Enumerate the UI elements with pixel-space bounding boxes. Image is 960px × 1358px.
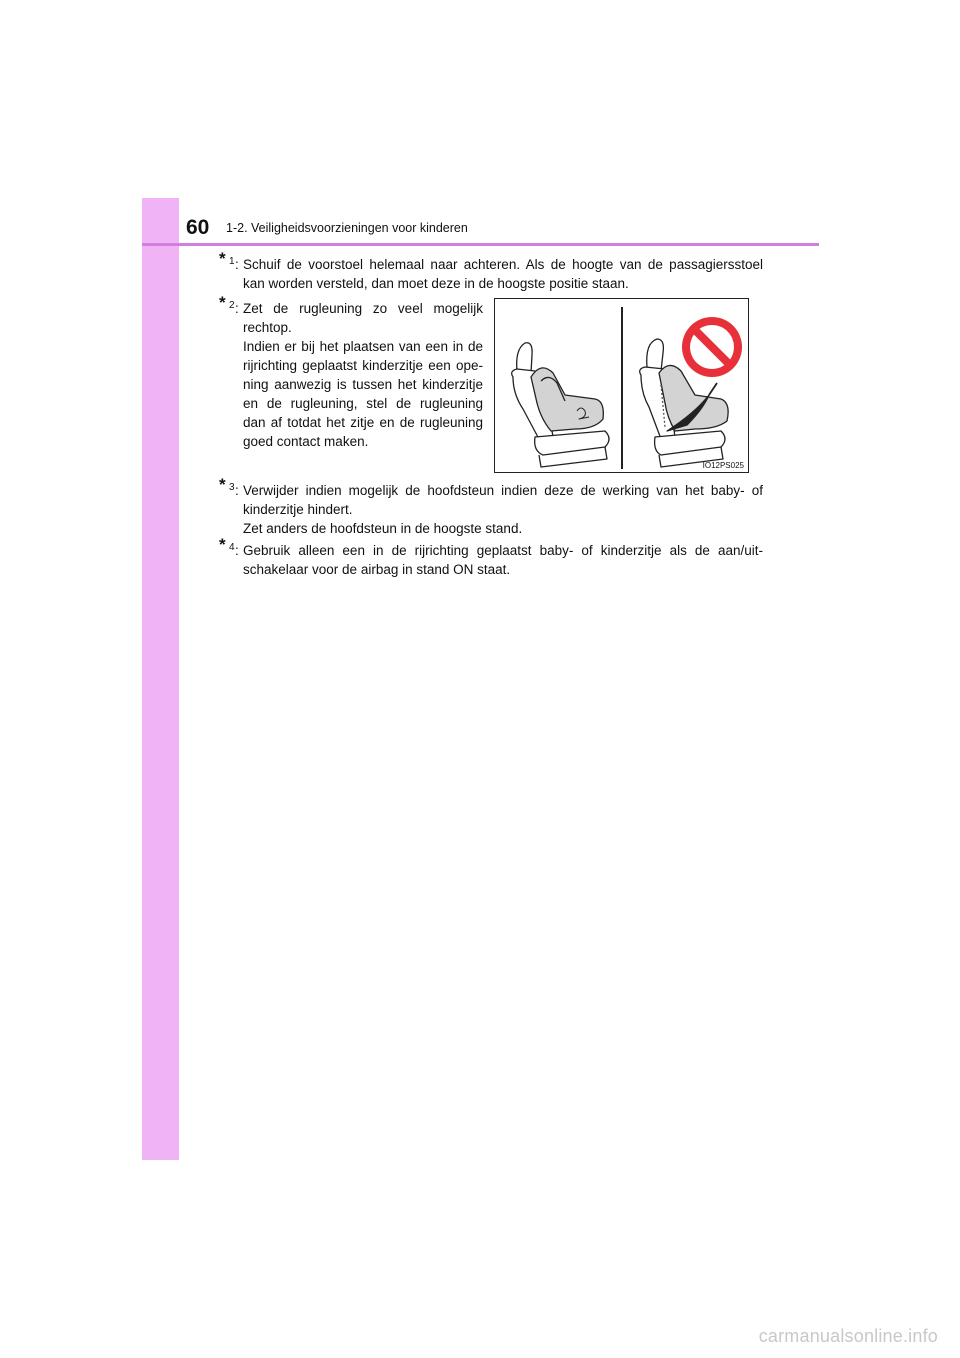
footnote-text xyxy=(243,255,763,293)
page-number: 60 xyxy=(186,216,210,239)
footnote-index: 3 xyxy=(229,482,235,493)
footnote-marker: * xyxy=(219,535,226,554)
prohibition-sign xyxy=(682,317,742,377)
text-line: goed contact maken. xyxy=(243,434,369,449)
text-line: schakelaar voor de airbag in stand ON staat. xyxy=(243,562,511,577)
footnote-marker: * xyxy=(219,249,226,268)
text-line: Verwijder indien mogelijk de hoofdsteun indien deze de werking van het baby- of xyxy=(243,483,763,498)
child-seat-illustration xyxy=(494,298,749,473)
text-line: rijrichting geplaatst kinderzitje een ope- xyxy=(243,358,483,373)
footnote-index: 4 xyxy=(229,542,235,553)
text-line: rechtop. xyxy=(243,320,292,335)
text-line: kinderzitje hindert. xyxy=(243,502,353,517)
text-line: Gebruik alleen een in de rijrichting geplaatst baby- of kinderzitje als de aan/uit- xyxy=(243,543,763,558)
text-line: ning aanwezig is tussen het kinderzitje xyxy=(243,377,483,392)
footnote-index: 2 xyxy=(229,300,235,311)
text-line: dan af totdat het zitje en de rugleuning xyxy=(243,415,483,430)
footnote-text xyxy=(243,299,483,451)
footnote-index: 1 xyxy=(229,256,235,267)
correct-seat-position xyxy=(512,343,609,467)
text-line: kan worden versteld, dan moet deze in de hoogste positie staan. xyxy=(243,276,629,291)
text-line: Schuif de voorstoel helemaal naar achteren. Als de hoogte van de passagiersstoel xyxy=(243,257,763,272)
footnote-text xyxy=(243,481,763,538)
section-title: 1-2. Veiligheidsvoorzieningen voor kinderen xyxy=(226,221,468,235)
section-tab-bar xyxy=(142,198,179,1160)
footnote-text xyxy=(243,541,763,579)
text-line: en de rugleuning, stel de rugleuning xyxy=(243,396,483,411)
footnote-marker: * xyxy=(219,475,226,494)
text-line: Zet anders de hoofdsteun in de hoogste stand. xyxy=(243,521,523,536)
watermark: carmanualsonline.info xyxy=(758,1326,938,1346)
seat-drawing xyxy=(495,299,750,474)
text-line: Zet de rugleuning zo veel mogelijk xyxy=(243,301,483,316)
footnote-marker: * xyxy=(219,293,226,312)
figure-code: IO12PS025 xyxy=(702,461,744,470)
text-line: Indien er bij het plaatsen van een in de xyxy=(243,339,483,354)
header-divider xyxy=(142,243,819,246)
